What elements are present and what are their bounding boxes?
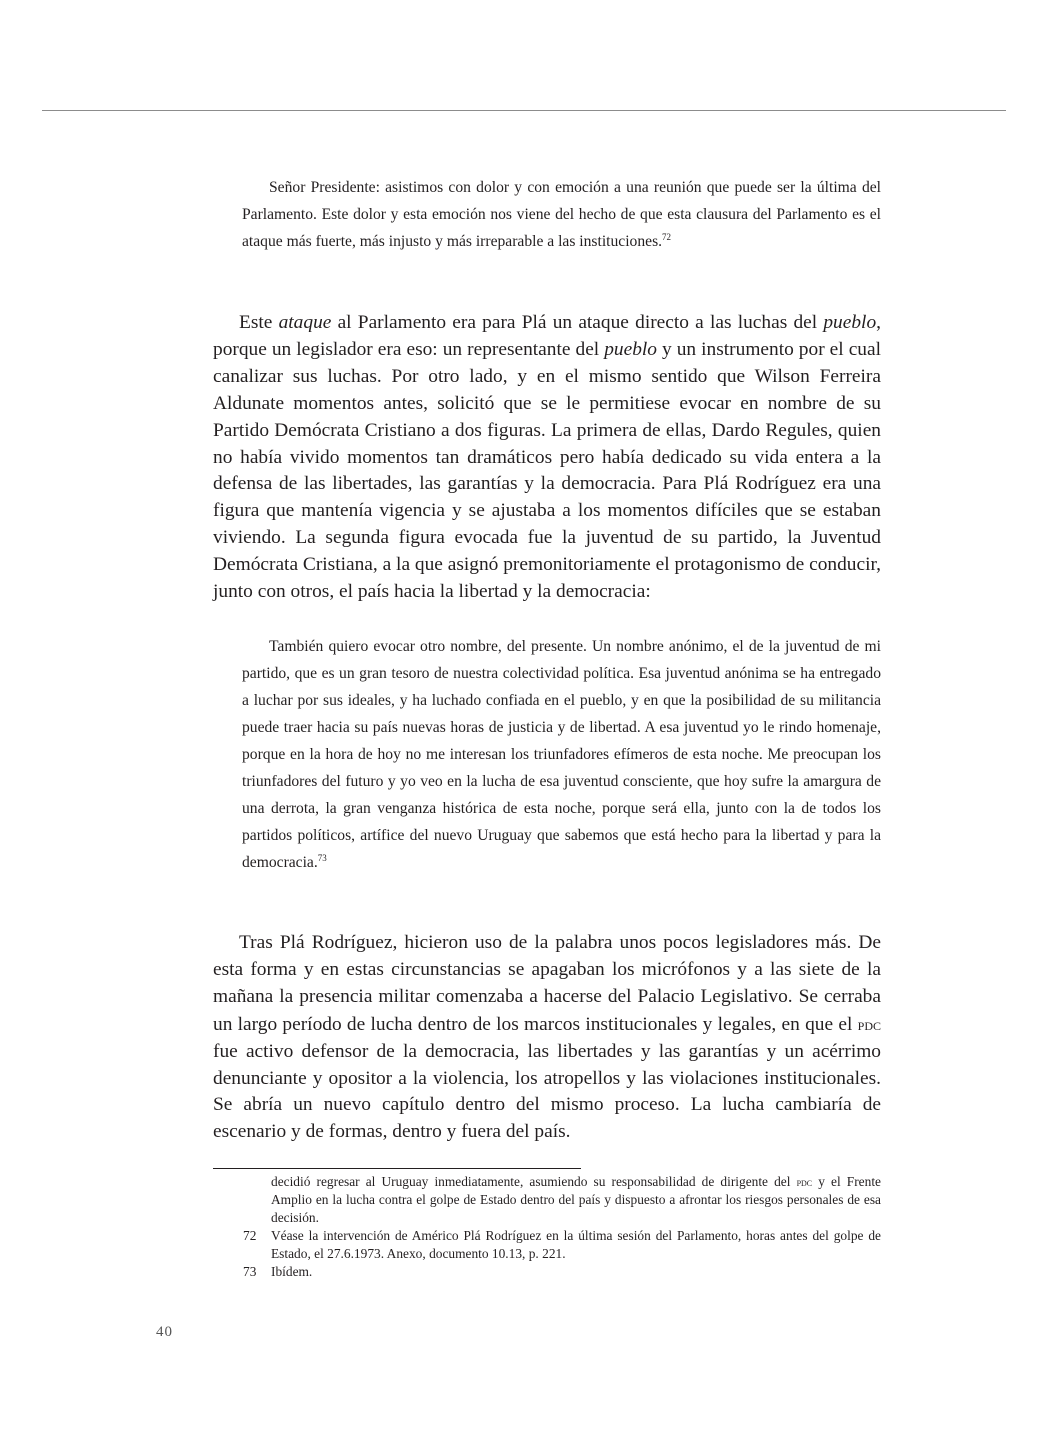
block-quote-2: [242, 633, 881, 876]
footnote-number: 72: [243, 1228, 257, 1243]
text-run: y el Frente Amplio en la lucha contra el golpe de Estado dentro del país y dispuesto a afrontar los riesgos personales de esa decisión.: [271, 1174, 881, 1225]
emphasis: pueblo: [823, 312, 877, 333]
abbreviation: pdc: [857, 1013, 881, 1034]
quote-text: Señor Presidente: asistimos con dolor y con emoción a una reunión que puede ser la última del Parlamento. Este dolor y esta emoción nos viene del hecho de que esta clausura del Parlamento es el ataque más fuerte, más injusto y más irreparable a las instituciones.: [242, 179, 881, 250]
footnote-reference[interactable]: 73: [317, 852, 327, 863]
paragraph: [213, 930, 881, 1146]
text-run: y un instrumento por el cual canalizar sus luchas. Por otro lado, y en el mismo sentido que Wilson Ferreira Aldunate momentos antes, solicitó que se le permitiese evocar en nombre de su Partido Demócrata Cristiano a dos figuras. La primera de ellas, Dardo Regules, quien no había vivido momentos tan dramáticos pero había dedicado su vida entera a la defensa de las libertades, las garantías y la democracia. Para Plá Rodríguez era una figura que mantenía vigencia y se ajustaba a los momentos difíciles que se estaban viviendo. La segunda figura evocada fue la juventud de su partido, la Juventud Demócrata Cristiana, a la que asignó premonitoriamente el protagonismo de conducir, junto con otros, el país hacia la libertad y la democracia:: [213, 338, 881, 603]
text-run: decidió regresar al Uruguay inmediatamente, asumiendo su responsabilidad de dirigente del: [271, 1174, 797, 1189]
quote-paragraph: [242, 174, 881, 255]
text-run: fue activo defensor de la democracia, las libertades y las garantías y un acérrimo denunciante y opositor a la violencia, los atropellos y las violaciones institucionales. Se abría un nuevo capítulo dentro del mismo proceso. La lucha cambiaría de escenario y de formas, dentro y fuera del país.: [213, 1040, 881, 1143]
body-paragraph-2: [213, 930, 881, 1146]
abbreviation: pdc: [796, 1175, 813, 1189]
footnote-73: [213, 1263, 881, 1281]
footnote-number-blank: [213, 1173, 271, 1227]
footnote-text: Ibídem.: [271, 1264, 313, 1279]
page-number: 40: [156, 1324, 173, 1340]
footnote-number: 73: [243, 1264, 257, 1279]
emphasis: ataque: [278, 312, 332, 333]
paragraph: [213, 310, 881, 606]
body-paragraph-1: [213, 310, 881, 606]
text-run: Este: [239, 312, 279, 333]
footnote-72: [213, 1227, 881, 1263]
text-run: , porque un legislador era eso: un representante del: [213, 312, 881, 360]
quote-text: También quiero evocar otro nombre, del presente. Un nombre anónimo, el de la juventud de mi partido, que es un gran tesoro de nuestra colectividad política. Esa juventud anónima se ha entregado a luchar por sus ideales, y ha luchado confiada en el pueblo, y en que la posibilidad de su militancia puede traer hacia su país nuevas horas de justicia y de libertad. A esa juventud yo le rindo homenaje, porque en la hora de hoy no me interesan los triunfadores efímeros de esta noche. Me preocupan los triunfadores del futuro y yo veo en la lucha de esa juventud consciente, que hoy sufre la amargura de una derrota, la gran venganza histórica de esta noche, porque será ella, junto con la de todos los partidos políticos, artífice del nuevo Uruguay que sabemos que está hecho para la libertad y para la democracia.: [242, 638, 881, 871]
text-run: Tras Plá Rodríguez, hicieron uso de la palabra unos pocos legisladores más. De esta forma y en estas circunstancias se apagaban los micrófonos y a las siete de la mañana la presencia militar comenzaba a hacerse del Palacio Legislativo. Se cerraba un largo período de lucha dentro de los marcos institucionales y legales, en que el: [213, 932, 881, 1035]
footnote-reference[interactable]: 72: [662, 231, 672, 242]
emphasis: pueblo: [604, 338, 657, 360]
footnote-text: Véase la intervención de Américo Plá Rodríguez en la última sesión del Parlamento, horas antes del golpe de Estado, el 27.6.1973. Anexo, documento 10.13, p. 221.: [271, 1228, 881, 1261]
footnotes: [213, 1173, 881, 1281]
footnote-separator: [213, 1168, 581, 1169]
text-run: al Parlamento era para Plá un ataque directo a las luchas del: [331, 312, 824, 333]
block-quote-1: [242, 174, 881, 255]
footnote-text: [271, 1173, 881, 1227]
footnote-continued: [213, 1173, 881, 1227]
quote-paragraph: [242, 633, 881, 876]
header-rule: [42, 110, 1006, 111]
